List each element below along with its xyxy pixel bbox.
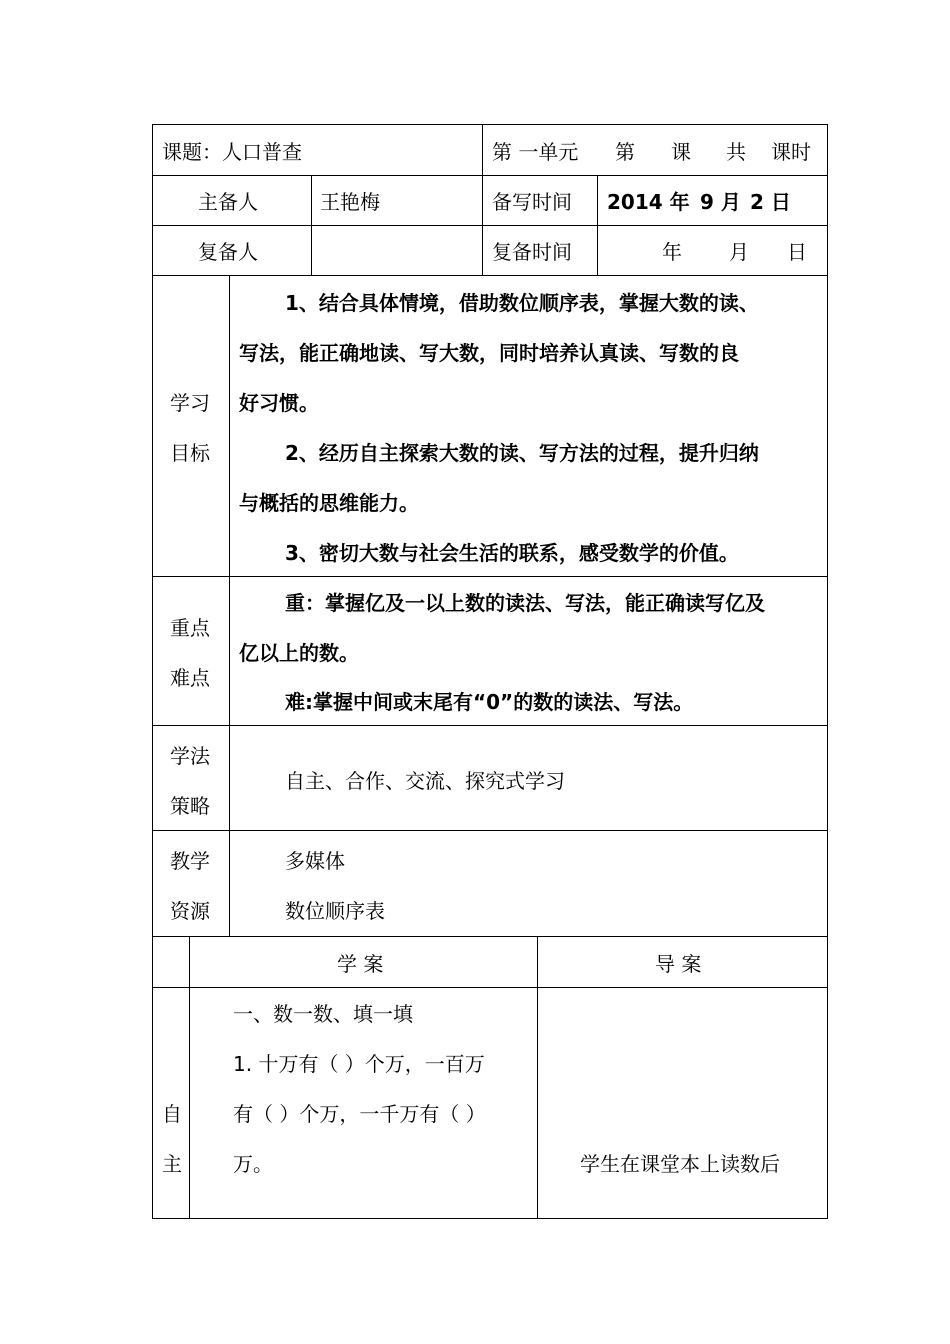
self-study-label-2: 主 — [162, 1152, 182, 1176]
resources-label-1: 教学 — [170, 849, 210, 873]
objective-line-1: 1、结合具体情境，借助数位顺序表，掌握大数的读、 — [285, 291, 759, 315]
objective-line-2: 写法，能正确地读、写大数，同时培养认真读、写数的良 — [239, 341, 739, 365]
resource-item-2: 数位顺序表 — [285, 899, 385, 923]
objective-line-3: 好习惯。 — [239, 391, 319, 415]
unit-label: 第 一单元 — [492, 140, 579, 164]
keypoint-line-1: 重：掌握亿及一以上数的读法、写法，能正确读写亿及 — [285, 591, 765, 615]
guide-note: 学生在课堂本上读数后 — [580, 1152, 780, 1176]
self-study-label-1: 自 — [162, 1102, 182, 1126]
review-time-label: 复备时间 — [492, 240, 572, 264]
objective-line-5: 与概括的思维能力。 — [239, 491, 419, 515]
topic-title: 课题：人口普查 — [162, 140, 302, 164]
exercise-heading: 一、数一数、填一填 — [233, 1002, 413, 1026]
keypoint-line-2: 亿以上的数。 — [239, 641, 359, 665]
preparer-label: 主备人 — [198, 190, 258, 214]
preparer-name: 王艳梅 — [320, 190, 380, 214]
lesson-keshi: 课时 — [771, 140, 811, 164]
exercise-question-line-1: 1. 十万有（ ）个万，一百万 — [233, 1052, 485, 1076]
strategy-label-1: 学法 — [170, 744, 210, 768]
prepare-month: 9 月 — [700, 190, 741, 214]
prepare-time-label: 备写时间 — [492, 190, 572, 214]
resource-item-1: 多媒体 — [285, 849, 345, 873]
resources-label-2: 资源 — [170, 899, 210, 923]
objectives-label-1: 学习 — [170, 391, 210, 415]
study-plan-header: 学 案 — [337, 952, 384, 976]
keypoint-line-3: 难:掌握中间或末尾有“0”的数的读法、写法。 — [285, 690, 694, 714]
lesson-di: 第 — [615, 140, 635, 164]
objectives-label-2: 目标 — [170, 441, 210, 465]
exercise-question-line-3: 万。 — [233, 1152, 273, 1176]
review-year: 年 — [662, 240, 682, 264]
review-day: 日 — [787, 240, 807, 264]
keypoints-label-2: 难点 — [170, 666, 210, 690]
strategy-label-2: 策略 — [170, 794, 210, 818]
objective-line-4: 2、经历自主探索大数的读、写方法的过程，提升归纳 — [285, 441, 759, 465]
reviewer-label: 复备人 — [198, 240, 258, 264]
exercise-question-line-2: 有（ ）个万，一千万有（ ） — [233, 1102, 486, 1126]
keypoints-label-1: 重点 — [170, 616, 210, 640]
lesson-ke: 课 — [671, 140, 691, 164]
prepare-day: 2 日 — [750, 190, 791, 214]
objective-line-6: 3、密切大数与社会生活的联系，感受数学的价值。 — [285, 541, 739, 565]
review-month: 月 — [729, 240, 749, 264]
guide-plan-header: 导 案 — [655, 952, 702, 976]
prepare-year: 2014 年 — [607, 190, 690, 214]
strategy-text: 自主、合作、交流、探究式学习 — [285, 769, 565, 793]
lesson-gong: 共 — [726, 140, 746, 164]
